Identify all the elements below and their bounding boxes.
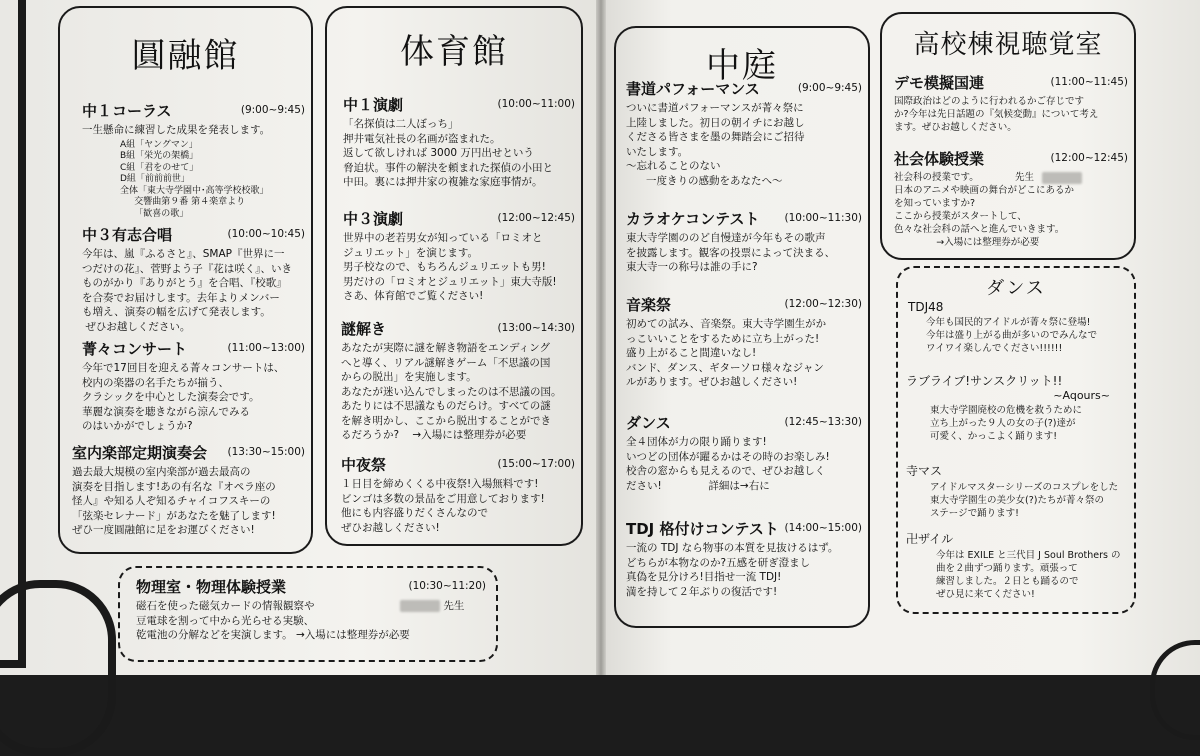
dance-group-description: 今年も国民的アイドルが菁々祭に登場! 今年は盛り上がる曲が多いのでみんなで ワイワイ楽しんでください!!!!!! — [926, 317, 1098, 354]
dance-group-subtitle: ~Aqours~ — [1053, 389, 1110, 402]
left-bottom-decoration — [0, 580, 116, 756]
event-title: 書道パフォーマンス — [626, 80, 760, 98]
event-description: 磁石を使った磁気カードの情報観察や 豆電球を割って中から光らせる実験、 乾電池の分解などを実演します。 →入場には整理券が必要 — [136, 600, 410, 641]
event-description: 社会科の授業です。 先生 日本のアニメや映画の舞台がどこにあるか を知っていますか? ここから授業がスタートして、 色々な社会科の話へと進んでいきます。 →入場には整理券が必要 — [894, 172, 1075, 248]
event-title: 謎解き — [341, 320, 387, 338]
event-time: (10:00~11:30) — [784, 212, 862, 224]
event-description: 一流の TDJ なら物事の本質を見抜けるはず。 どちらが本物なのか?五感を研ぎ澄まし 真偽を見分けろ!目指せ一流 TDJ! 満を持して２年ぶりの復活です! — [626, 542, 839, 598]
event-time: (15:00~17:00) — [497, 458, 575, 470]
venue-title: ダンス — [986, 278, 1046, 299]
redacted-name — [400, 600, 440, 612]
event-time: (11:00~11:45) — [1050, 76, 1128, 88]
event-title: デモ模擬国連 — [894, 74, 985, 92]
venue-gym-box — [325, 6, 583, 546]
venue-title: 圓融館 — [131, 36, 240, 76]
event-title: 中１演劇 — [343, 96, 404, 114]
venue-title: 体育館 — [400, 32, 508, 72]
event-item — [626, 294, 862, 390]
event-time: (13:30~15:00) — [227, 446, 305, 458]
event-title: TDJ 格付けコンテスト — [626, 520, 779, 538]
dance-group-name: TDJ48 — [908, 300, 944, 314]
event-time: (10:00~11:00) — [497, 98, 575, 110]
event-title: 菁々コンサート — [82, 340, 188, 358]
event-item — [341, 318, 575, 443]
dance-group — [908, 300, 1130, 355]
event-item — [82, 338, 305, 434]
event-description: 国際政治はどのように行われるかご存じです か?今年は先日話題の『気候変動』について考え ます。ぜひお越しください。 — [894, 96, 1099, 133]
event-description: ついに書道パフォーマンスが菁々祭に 上陸しました。初日の朝イチにお越し くださる皆さまを墨の舞踏会にご招待 いたします。 ～忘れることのない 一度きりの感動をあなたへ～ — [626, 102, 805, 187]
event-title: ダンス — [626, 414, 671, 432]
venue-title: 中庭 — [706, 46, 778, 86]
event-title: 物理室・物理体験授業 — [136, 578, 287, 596]
event-time: (12:45~13:30) — [784, 416, 862, 428]
event-item — [626, 412, 862, 493]
event-time: (12:00~12:45) — [1050, 152, 1128, 164]
dance-group-description: 今年は EXILE と三代目 J Soul Brothers の 曲を２曲ずつ踊ります。頑張って 練習しました。２日とも踊るので ぜひ見に来てください! — [936, 550, 1121, 600]
event-description: 今年は、嵐『ふるさと』、SMAP『世界に一 つだけの花』、菅野よう子『花は咲く』、いき ものがかり『ありがとう』を合唱、『校歌』 を合奏でお届けします。去年よりメンバー も増え、演奏の幅を広げて発表します。 ぜひお越しください。 — [82, 248, 292, 333]
venue-courtyard-box — [614, 26, 870, 628]
event-title: 中３有志合唱 — [82, 226, 173, 244]
dance-group — [906, 372, 1130, 443]
event-time: (12:00~12:45) — [497, 212, 575, 224]
event-item — [626, 78, 862, 188]
event-description: 「名探偵は二人ぼっち」 押井電気社長の名画が盗まれた。 返して欲しければ 3000 万円出せという 脅迫状。事件の解決を頼まれた探偵の小田と 中田。裏には押井家の複雑な家庭事情が。 — [343, 118, 553, 188]
event-description: あなたが実際に謎を解き物語をエンディング へと導く、リアル謎解きゲーム「不思議の国 からの脱出」を実施します。 あなたが迷い込んでしまったのは不思議の国。 あたりには不思議なものだらけ。すべての謎 を解き明かし、ここから脱出することができ るだろうか? →入場には整理券が必要 — [341, 342, 562, 441]
event-time: (12:00~12:30) — [784, 298, 862, 310]
event-item — [343, 94, 575, 190]
event-description: 全４団体が力の限り踊ります! いつどの団体が躍るかはその時のお楽しみ! 校舎の窓からも見えるので、ぜひお越しく ださい! 詳細は→右に — [626, 436, 830, 492]
event-program-list: A組「ヤングマン」 B組「栄光の架橋」 C組「君をのせて」 D組「前前前世」 全体「東大寺学園中･高等学校校歌」 交響曲第９番 第４楽章より 「歓喜の歌」 — [120, 139, 269, 219]
event-title: 中夜祭 — [341, 456, 387, 474]
dance-group-name: ラブライブ!サンスクリット!! — [906, 374, 1063, 388]
dance-group-description: アイドルマスターシリーズのコスプレをした 東大寺学園生の美少女(?)たちが菁々祭の ステージで踊ります! — [930, 482, 1119, 519]
event-description: １日目を締めくくる中夜祭!入場無料です! ビンゴは多数の景品をご用意しております! 他にも内容盛りだくさんなので ぜひお越しください! — [341, 478, 545, 534]
event-item — [82, 100, 305, 220]
dance-group — [906, 462, 1130, 520]
left-border-decoration — [0, 0, 26, 668]
event-title: 中３演劇 — [343, 210, 404, 228]
event-item — [894, 148, 1128, 249]
event-item — [626, 518, 862, 599]
event-description: 東大寺学園ののど自慢達が今年もその歌声 を披露します。観客の投票によって決まる、 東大寺一の称号は誰の手に? — [626, 232, 836, 273]
event-title: 音楽祭 — [626, 296, 672, 314]
venue-title: 高校棟視聴覚室 — [913, 30, 1103, 60]
event-description: 過去最大規模の室内楽部が過去最高の 演奏を目指します!あの有名な『オペラ座の 怪人』や知る人ぞ知るチャイコフスキーの 「弦楽セレナード」があなたを魅了します! ぜひ一度圓融館に足をお運びください! — [72, 466, 276, 536]
event-time: (11:00~13:00) — [227, 342, 305, 354]
dance-group-name: 卍ザイル — [906, 532, 954, 546]
event-time: (13:00~14:30) — [497, 322, 575, 334]
event-time: (9:00~9:45) — [797, 82, 862, 94]
event-title: カラオケコンテスト — [626, 210, 760, 228]
venue-av-room-box — [880, 12, 1136, 260]
dance-group-name: 寺マス — [906, 464, 943, 478]
event-title: 社会体験授業 — [894, 150, 985, 168]
venue-physics-box — [118, 566, 498, 662]
teacher-name — [400, 598, 464, 613]
teacher-label: 先生 — [443, 600, 465, 612]
redacted-name — [1042, 172, 1082, 184]
venue-dance-box — [896, 266, 1136, 614]
event-description: 今年で17回目を迎える菁々コンサートは、 校内の楽器の名手たちが揃う、 クラシックを中心とした演奏会です。 華麗な演奏を聴きながら涼んでみる のはいかがでしょうか? — [82, 362, 285, 432]
event-title: 中１コーラス — [82, 102, 172, 120]
event-time: (9:00~9:45) — [240, 104, 305, 116]
page-gutter — [596, 0, 606, 675]
event-description: 世界中の老若男女が知っている「ロミオと ジュリエット」を演じます。 男子校なので、もちろんジュリエットも男! 男だけの「ロミオとジュリエット」東大寺版! さあ、体育館でご覧ください! — [343, 232, 557, 302]
venue-enyukan-box — [58, 6, 313, 554]
event-item — [626, 208, 862, 275]
event-description: 初めての試み、音楽祭。東大寺学園生がか っこいいことをするために立ち上がった! 盛り上がること間違いなし! バンド、ダンス、ギターソロ様々なジャン ルがあります。ぜひお越しください! — [626, 318, 827, 388]
event-time: (14:00~15:00) — [784, 522, 862, 534]
event-item — [343, 208, 575, 304]
event-description: 一生懸命に練習した成果を発表します。 — [82, 124, 271, 136]
event-item — [894, 72, 1128, 134]
event-title: 室内楽部定期演奏会 — [72, 444, 208, 462]
event-time: (10:30~11:20) — [408, 580, 486, 592]
event-item — [341, 454, 575, 535]
dance-group-description: 東大寺学園廃校の危機を救うために 立ち上がった９人の女の子(?)達が 可愛く、かっこよく踊ります! — [930, 405, 1083, 442]
event-item — [82, 224, 305, 334]
event-time: (10:00~10:45) — [227, 228, 305, 240]
event-item — [72, 442, 305, 538]
dance-group — [906, 530, 1130, 601]
